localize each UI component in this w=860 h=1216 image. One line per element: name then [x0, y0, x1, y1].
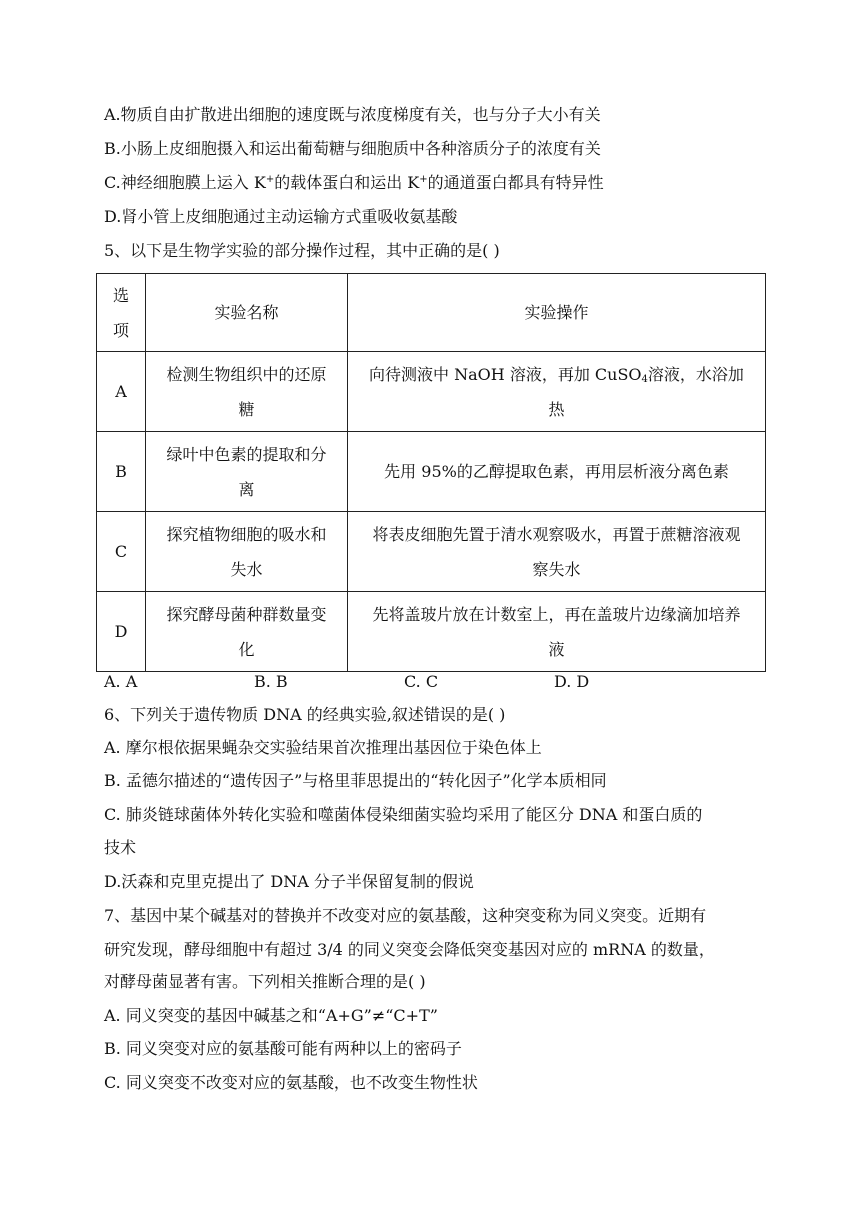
q7-stem-line2: 研究发现，酵母细胞中有超过 3/4 的同义突变会降低突变基因对应的 mRNA 的数量，	[104, 940, 715, 959]
q4-option-d: D.肾小管上皮细胞通过主动运输方式重吸收氨基酸	[104, 207, 458, 226]
table-row	[97, 592, 766, 672]
row-option: C	[97, 512, 146, 592]
q5-answer-c: C. C	[404, 672, 439, 691]
table-row	[97, 512, 766, 592]
q6-option-c: C. 肺炎链球菌体外转化实验和噬菌体侵染细菌实验均采用了能区分 DNA 和蛋白质的	[104, 805, 703, 824]
row-operation: 先将盖玻片放在计数室上，再在盖玻片边缘滴加培养 液	[348, 592, 766, 672]
q6-option-b: B. 孟德尔描述的“遗传因子”与格里菲思提出的“转化因子”化学本质相同	[104, 771, 607, 790]
q6-option-a: A. 摩尔根依据果蝇杂交实验结果首次推理出基因位于染色体上	[104, 738, 542, 757]
row-operation: 先用 95%的乙醇提取色素，再用层析液分离色素	[348, 432, 766, 512]
q4-option-c: C.神经细胞膜上运入 K+的载体蛋白和运出 K+的通道蛋白都具有特异性	[104, 173, 604, 192]
row-name: 探究植物细胞的吸水和 失水	[146, 512, 348, 592]
q5-stem: 5、以下是生物学实验的部分操作过程，其中正确的是( )	[104, 241, 500, 260]
header-option: 选 项	[97, 274, 146, 352]
header-name: 实验名称	[146, 274, 348, 352]
q6-option-d: D.沃森和克里克提出了 DNA 分子半保留复制的假说	[104, 872, 474, 891]
q7-option-c: C. 同义突变不改变对应的氨基酸，也不改变生物性状	[104, 1073, 478, 1092]
q6-option-c-cont: 技术	[104, 838, 137, 857]
q5-answer-d: D. D	[554, 672, 590, 691]
row-option: D	[97, 592, 146, 672]
row-option: B	[97, 432, 146, 512]
q7-option-a: A. 同义突变的基因中碱基之和“A+G”≠“C+T”	[104, 1006, 438, 1025]
row-operation: 向待测液中 NaOH 溶液，再加 CuSO$_4$溶液，水浴加 热	[348, 352, 766, 432]
table-header-row	[97, 274, 766, 352]
row-option: A	[97, 352, 146, 432]
q7-option-b: B. 同义突变对应的氨基酸可能有两种以上的密码子	[104, 1039, 462, 1058]
table-row	[97, 432, 766, 512]
row-operation: 将表皮细胞先置于清水观察吸水，再置于蔗糖溶液观 察失水	[348, 512, 766, 592]
experiment-table	[96, 273, 766, 672]
q4-option-b: B.小肠上皮细胞摄入和运出葡萄糖与细胞质中各种溶质分子的浓度有关	[104, 139, 601, 158]
q6-stem: 6、下列关于遗传物质 DNA 的经典实验,叙述错误的是( )	[104, 705, 506, 724]
row-name: 绿叶中色素的提取和分 离	[146, 432, 348, 512]
table-row	[97, 352, 766, 432]
q5-answer-b: B. B	[254, 672, 288, 691]
q5-answer-a: A. A	[104, 672, 138, 691]
q7-stem-line3: 对酵母菌显著有害。下列相关推断合理的是( )	[104, 972, 426, 991]
header-operation: 实验操作	[348, 274, 766, 352]
q4-option-a: A.物质自由扩散进出细胞的速度既与浓度梯度有关，也与分子大小有关	[104, 105, 601, 124]
row-name: 探究酵母菌种群数量变 化	[146, 592, 348, 672]
q7-stem-line1: 7、基因中某个碱基对的替换并不改变对应的氨基酸，这种突变称为同义突变。近期有	[104, 906, 707, 925]
row-name: 检测生物组织中的还原 糖	[146, 352, 348, 432]
